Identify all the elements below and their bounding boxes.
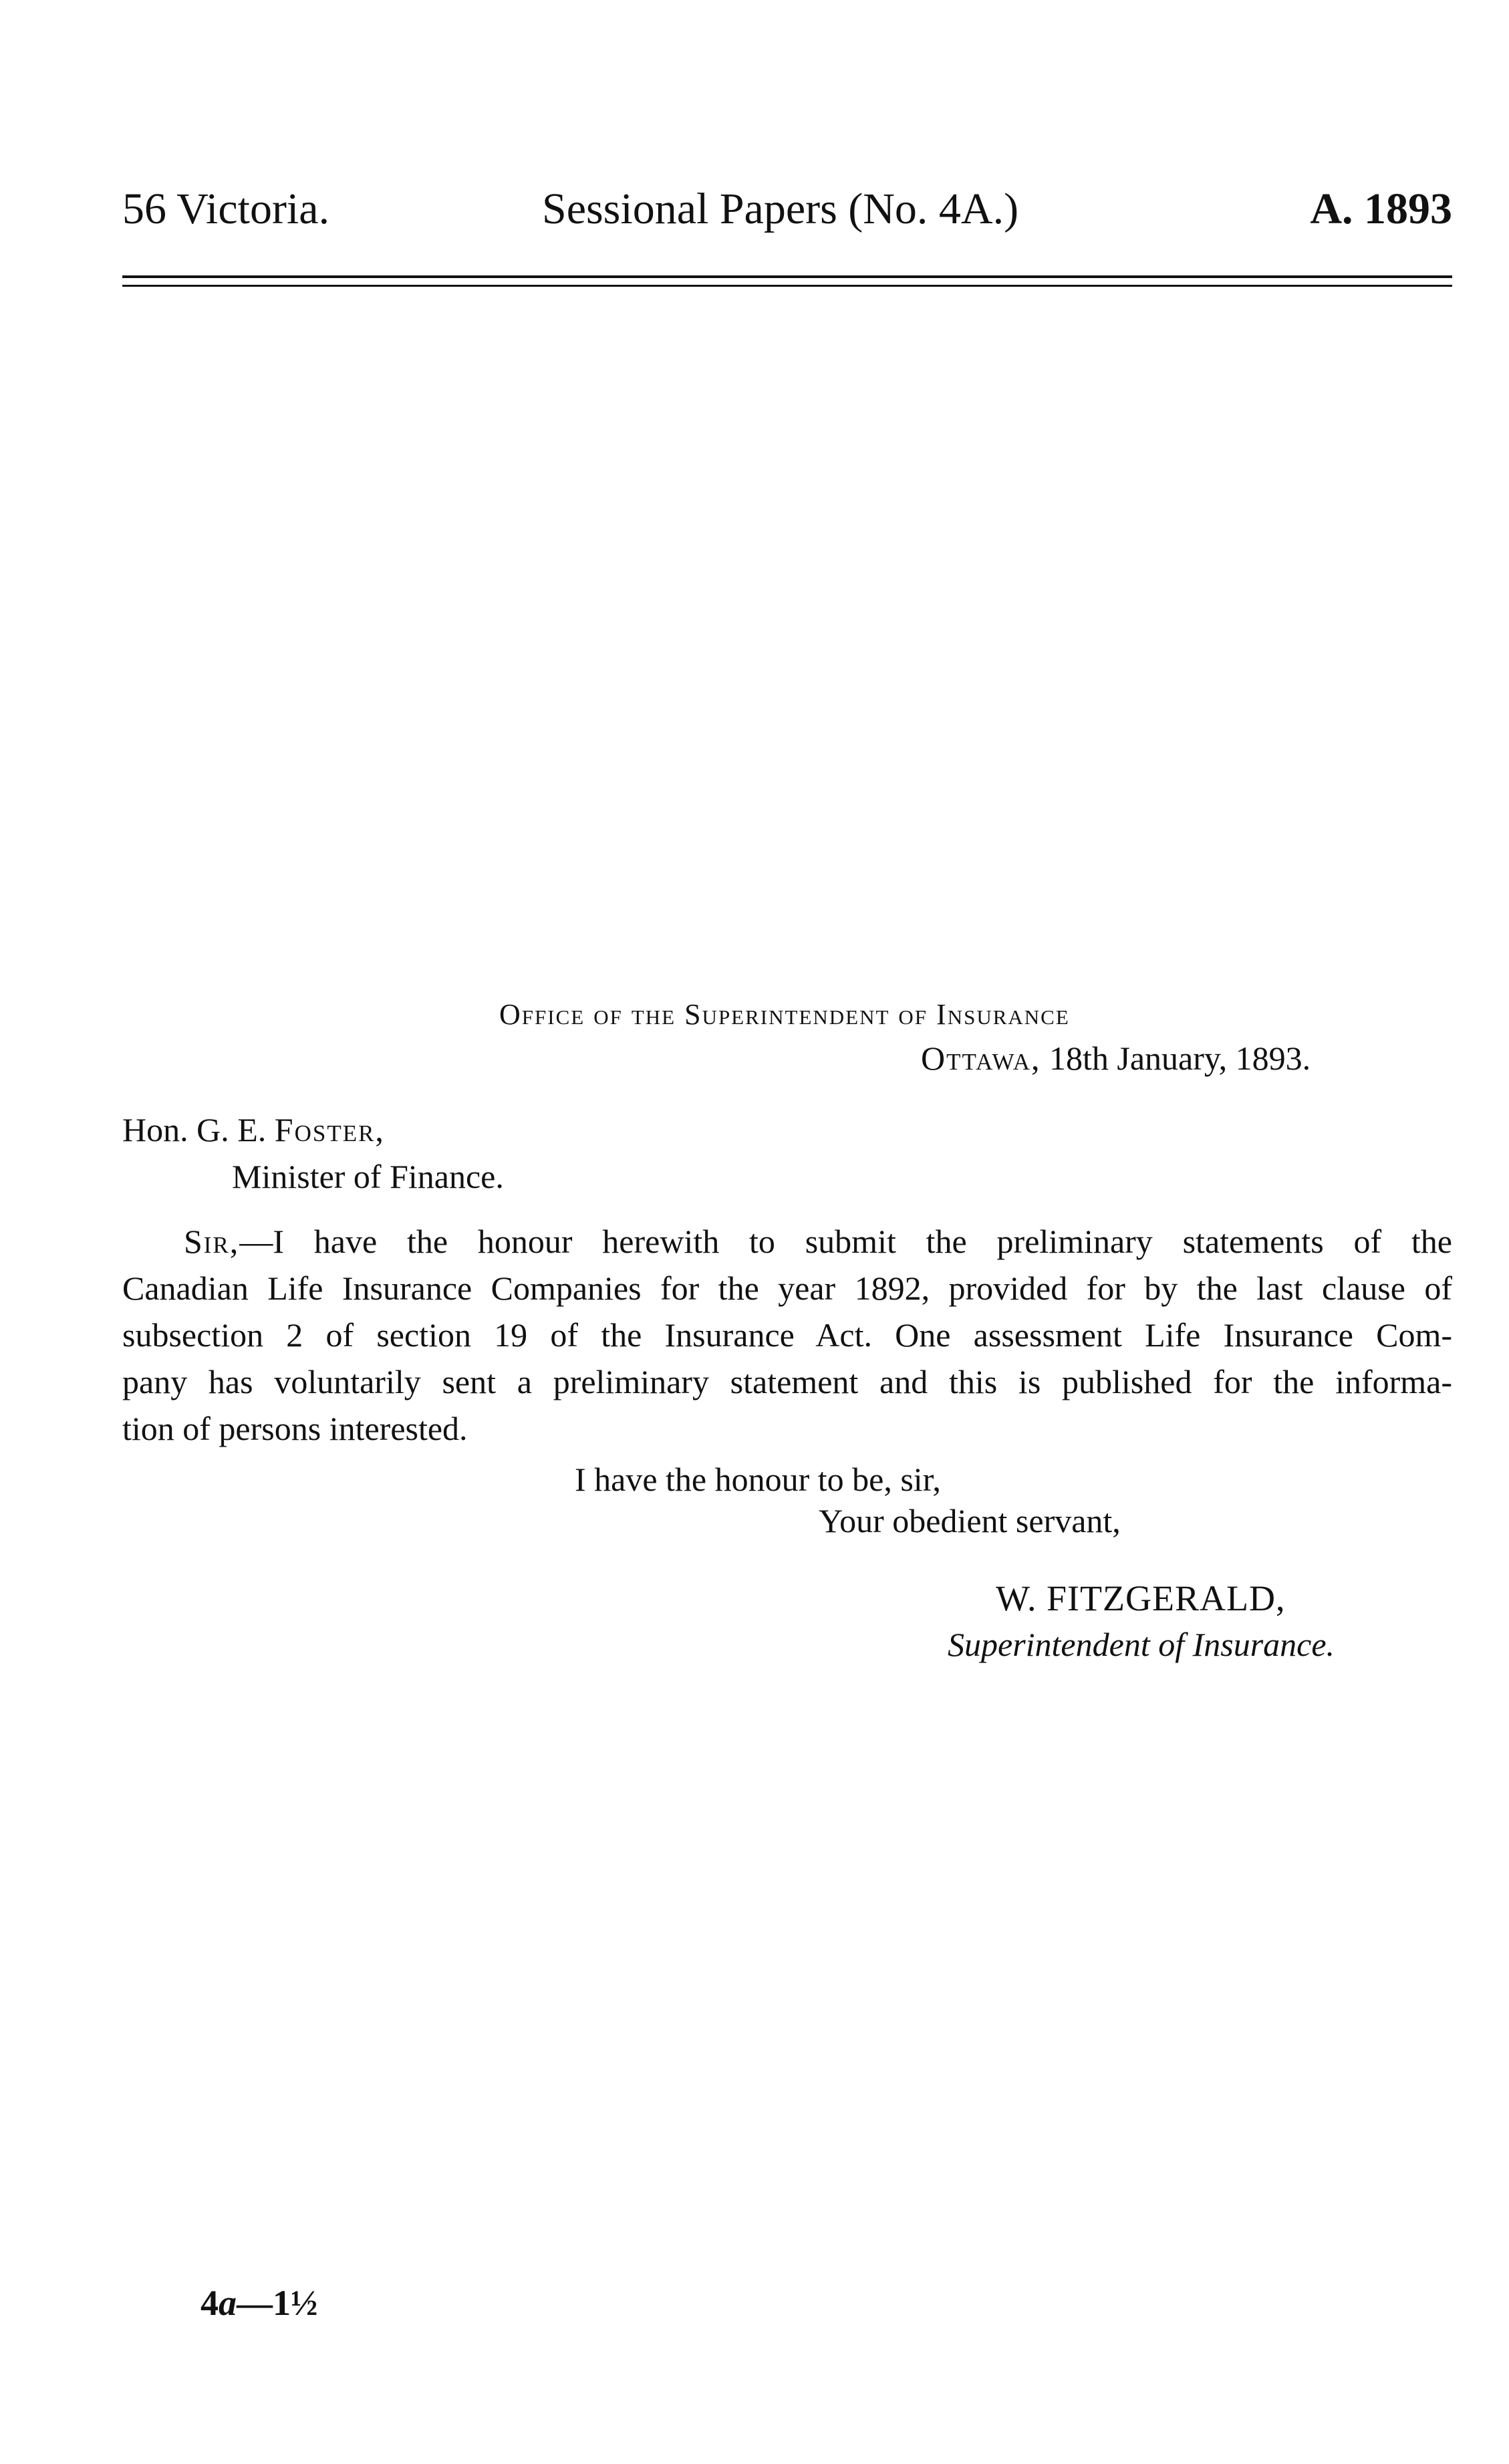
body-line-text: —I have the honour herewith to submit the preliminary statements of the: [239, 1223, 1452, 1260]
body-line: subsection 2 of section 19 of the Insurance Act. One assessment Life Insurance Com-: [122, 1316, 1452, 1354]
running-header: [122, 179, 1452, 239]
addressee-prefix: Hon. G. E.: [122, 1111, 267, 1148]
addressee-surname: Foster,: [274, 1111, 385, 1148]
year-label: A. 1893: [1310, 184, 1452, 233]
letter-date: [921, 1035, 1311, 1082]
salutation: Sir,: [184, 1223, 240, 1260]
closing-phrase: I have the honour to be, sir,: [575, 1461, 941, 1498]
signature-mark-suffix: —1½: [237, 2283, 318, 2323]
body-line: Canadian Life Insurance Companies for the year 1892, provided for by the last clause of: [122, 1269, 1452, 1307]
header-rule-bottom: [122, 285, 1452, 287]
letter-body: [122, 1218, 1452, 1452]
signer-name: W. FITZGERALD,: [996, 1578, 1286, 1618]
printer-signature-mark: [200, 2280, 318, 2326]
session-label: 56 Victoria.: [122, 184, 330, 233]
date-text: 18th January, 1893.: [1049, 1039, 1311, 1077]
signature-mark-italic: a: [219, 2283, 237, 2323]
signer-title: Superintendent of Insurance.: [948, 1626, 1335, 1663]
body-line: [122, 1218, 1452, 1265]
addressee-name: [122, 1106, 385, 1153]
body-line: tion of persons interested.: [122, 1410, 468, 1447]
body-line: pany has voluntarily sent a preliminary statement and this is published for the informa-: [122, 1363, 1452, 1400]
signature-mark-prefix: 4: [200, 2283, 219, 2323]
date-place: Ottawa,: [921, 1039, 1041, 1077]
addressee-title: Minister of Finance.: [232, 1158, 504, 1195]
sessional-papers-label: Sessional Papers (No. 4A.): [542, 184, 1019, 233]
closing-servant: Your obedient servant,: [819, 1502, 1121, 1539]
header-rule-top: [122, 275, 1452, 278]
office-heading: Office of the Superintendent of Insurance: [499, 998, 1070, 1031]
